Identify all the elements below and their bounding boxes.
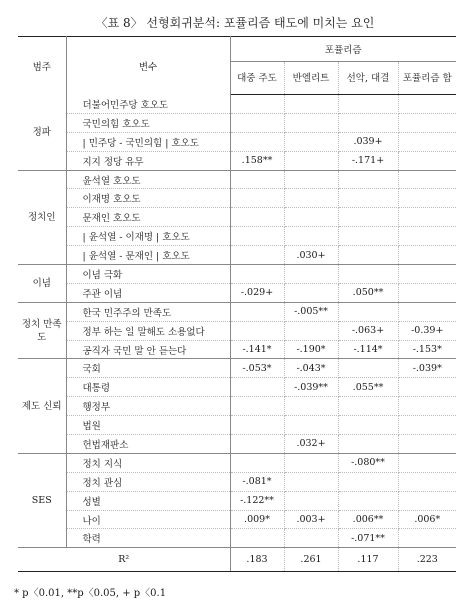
coefficient-cell [230,397,284,416]
coefficient-cell [230,378,284,397]
coefficient-cell: -.005** [284,302,338,321]
category-cell: SES [18,453,66,547]
table-body [18,95,456,572]
variable-label: 성별 [66,491,230,510]
coefficient-cell [338,246,398,265]
r-squared-value: .261 [284,548,338,572]
category-cell: 정파 [18,95,66,171]
coefficient-cell [284,95,338,114]
regression-table [18,36,456,572]
header-col-public-led: 대중 주도 [230,62,284,95]
header-col-good-vs-evil: 선악, 대결 [338,62,398,95]
coefficient-cell [338,170,398,189]
variable-label: 국민의힘 호오도 [66,113,230,132]
coefficient-cell: -.122** [230,491,284,510]
coefficient-cell: .055** [338,378,398,397]
coefficient-cell: -.141* [230,340,284,359]
coefficient-cell [284,208,338,227]
coefficient-cell [284,189,338,208]
coefficient-cell [284,265,338,284]
coefficient-cell [398,151,456,170]
coefficient-cell [398,95,456,114]
coefficient-cell: -0.39+ [398,321,456,340]
coefficient-cell [338,472,398,491]
variable-label: 공직자 국민 말 안 듣는다 [66,340,230,359]
header-category: 범주 [18,37,66,95]
variable-label: 윤석열 호오도 [66,170,230,189]
coefficient-cell [284,283,338,302]
r-squared-value: .117 [338,548,398,572]
coefficient-cell: -.080** [338,453,398,472]
coefficient-cell: -.039* [398,359,456,378]
table-row [18,321,456,340]
variable-label: 국회 [66,359,230,378]
coefficient-cell: .158** [230,151,284,170]
coefficient-cell [230,227,284,246]
coefficient-cell [338,435,398,454]
coefficient-cell [284,151,338,170]
coefficient-cell [398,113,456,132]
r-squared-value: .223 [398,548,456,572]
coefficient-cell [230,95,284,114]
coefficient-cell [284,491,338,510]
variable-label: 정부 하는 일 말해도 소용없다 [66,321,230,340]
coefficient-cell [398,491,456,510]
significance-footnote: * p〈0.01, **p〈0.05, + p〈0.1 [14,588,167,599]
coefficient-cell [284,397,338,416]
coefficient-cell [398,265,456,284]
coefficient-cell [230,265,284,284]
table-row [18,472,456,491]
table-row [18,95,456,114]
table-row [18,340,456,359]
coefficient-cell [338,113,398,132]
table-caption: 〈표 8〉 선형회귀분석: 포퓰리즘 태도에 미치는 요인 [95,16,375,30]
category-cell: 정치인 [18,170,66,264]
variable-label: 지지 정당 유무 [66,151,230,170]
table-row [18,113,456,132]
coefficient-cell [230,208,284,227]
variable-label: 문재인 호오도 [66,208,230,227]
coefficient-cell [398,397,456,416]
table-row [18,302,456,321]
coefficient-cell: .032+ [284,435,338,454]
coefficient-cell: .039+ [338,132,398,151]
coefficient-cell [338,208,398,227]
variable-label: 헌법재판소 [66,435,230,454]
r-squared-row [18,548,456,572]
variable-label: 행정부 [66,397,230,416]
category-cell: 정치 만족도 [18,302,66,359]
coefficient-cell [338,265,398,284]
header-col-populism-sum: 포퓰리즘 합 [398,62,456,95]
table-row [18,151,456,170]
table-row [18,529,456,548]
table-row [18,453,456,472]
coefficient-cell [398,453,456,472]
coefficient-cell: .050** [338,283,398,302]
coefficient-cell [338,416,398,435]
coefficient-cell [230,246,284,265]
table-row [18,132,456,151]
coefficient-cell [338,95,398,114]
header-variable: 변수 [66,37,230,95]
variable-label: | 민주당 - 국민의힘 | 호오도 [66,132,230,151]
coefficient-cell: -.071** [338,529,398,548]
coefficient-cell [398,378,456,397]
variable-label: | 윤석열 - 이재명 | 호오도 [66,227,230,246]
coefficient-cell: -.063+ [338,321,398,340]
table-row [18,378,456,397]
coefficient-cell [284,529,338,548]
coefficient-cell [398,283,456,302]
coefficient-cell [230,132,284,151]
coefficient-cell [284,113,338,132]
variable-label: 주관 이념 [66,283,230,302]
coefficient-cell [230,453,284,472]
coefficient-cell [398,472,456,491]
r-squared-value: .183 [230,548,284,572]
variable-label: 한국 민주주의 만족도 [66,302,230,321]
category-cell: 제도 신뢰 [18,359,66,453]
coefficient-cell [398,246,456,265]
coefficient-cell [398,416,456,435]
coefficient-cell [230,302,284,321]
table-row [18,189,456,208]
coefficient-cell: -.053* [230,359,284,378]
table-row [18,416,456,435]
r-squared-label: R² [18,548,230,572]
variable-label: | 윤석열 - 문재인 | 호오도 [66,246,230,265]
header-populism-group: 포퓰리즘 [230,37,456,62]
coefficient-cell [398,170,456,189]
table-row [18,510,456,529]
coefficient-cell: -.171+ [338,151,398,170]
coefficient-cell: -.081* [230,472,284,491]
coefficient-cell: -.043* [284,359,338,378]
coefficient-cell [230,170,284,189]
coefficient-cell [284,321,338,340]
table-row [18,265,456,284]
variable-label: 정치 관심 [66,472,230,491]
table-row [18,283,456,302]
coefficient-cell [398,132,456,151]
variable-label: 학력 [66,529,230,548]
variable-label: 이념 극화 [66,265,230,284]
coefficient-cell [284,227,338,246]
variable-label: 대통령 [66,378,230,397]
coefficient-cell [398,189,456,208]
coefficient-cell: -.039** [284,378,338,397]
variable-label: 정치 지식 [66,453,230,472]
table-row [18,491,456,510]
variable-label: 법원 [66,416,230,435]
variable-label: 이재명 호오도 [66,189,230,208]
coefficient-cell [284,453,338,472]
table-row [18,227,456,246]
coefficient-cell [230,435,284,454]
coefficient-cell [284,170,338,189]
table-row [18,170,456,189]
coefficient-cell: .003+ [284,510,338,529]
coefficient-cell [230,321,284,340]
table-row [18,435,456,454]
coefficient-cell [338,227,398,246]
table-row [18,359,456,378]
coefficient-cell [338,359,398,378]
coefficient-cell [398,302,456,321]
coefficient-cell: -.153* [398,340,456,359]
coefficient-cell [398,208,456,227]
coefficient-cell: -.029+ [230,283,284,302]
coefficient-cell: -.190* [284,340,338,359]
coefficient-cell [398,435,456,454]
table-row [18,208,456,227]
category-cell: 이념 [18,265,66,303]
coefficient-cell [398,227,456,246]
header-col-anti-elite: 반엘리트 [284,62,338,95]
coefficient-cell [284,472,338,491]
coefficient-cell [230,189,284,208]
coefficient-cell [338,302,398,321]
variable-label: 나이 [66,510,230,529]
variable-label: 더불어민주당 호오도 [66,95,230,114]
coefficient-cell [230,416,284,435]
coefficient-cell [338,397,398,416]
coefficient-cell: -.114* [338,340,398,359]
coefficient-cell [230,113,284,132]
coefficient-cell: .030+ [284,246,338,265]
coefficient-cell [338,491,398,510]
coefficient-cell [230,529,284,548]
table-row [18,246,456,265]
coefficient-cell: .006* [398,510,456,529]
coefficient-cell [338,189,398,208]
coefficient-cell [284,132,338,151]
table-row [18,397,456,416]
coefficient-cell: .006** [338,510,398,529]
coefficient-cell [284,416,338,435]
coefficient-cell [398,529,456,548]
coefficient-cell: .009* [230,510,284,529]
